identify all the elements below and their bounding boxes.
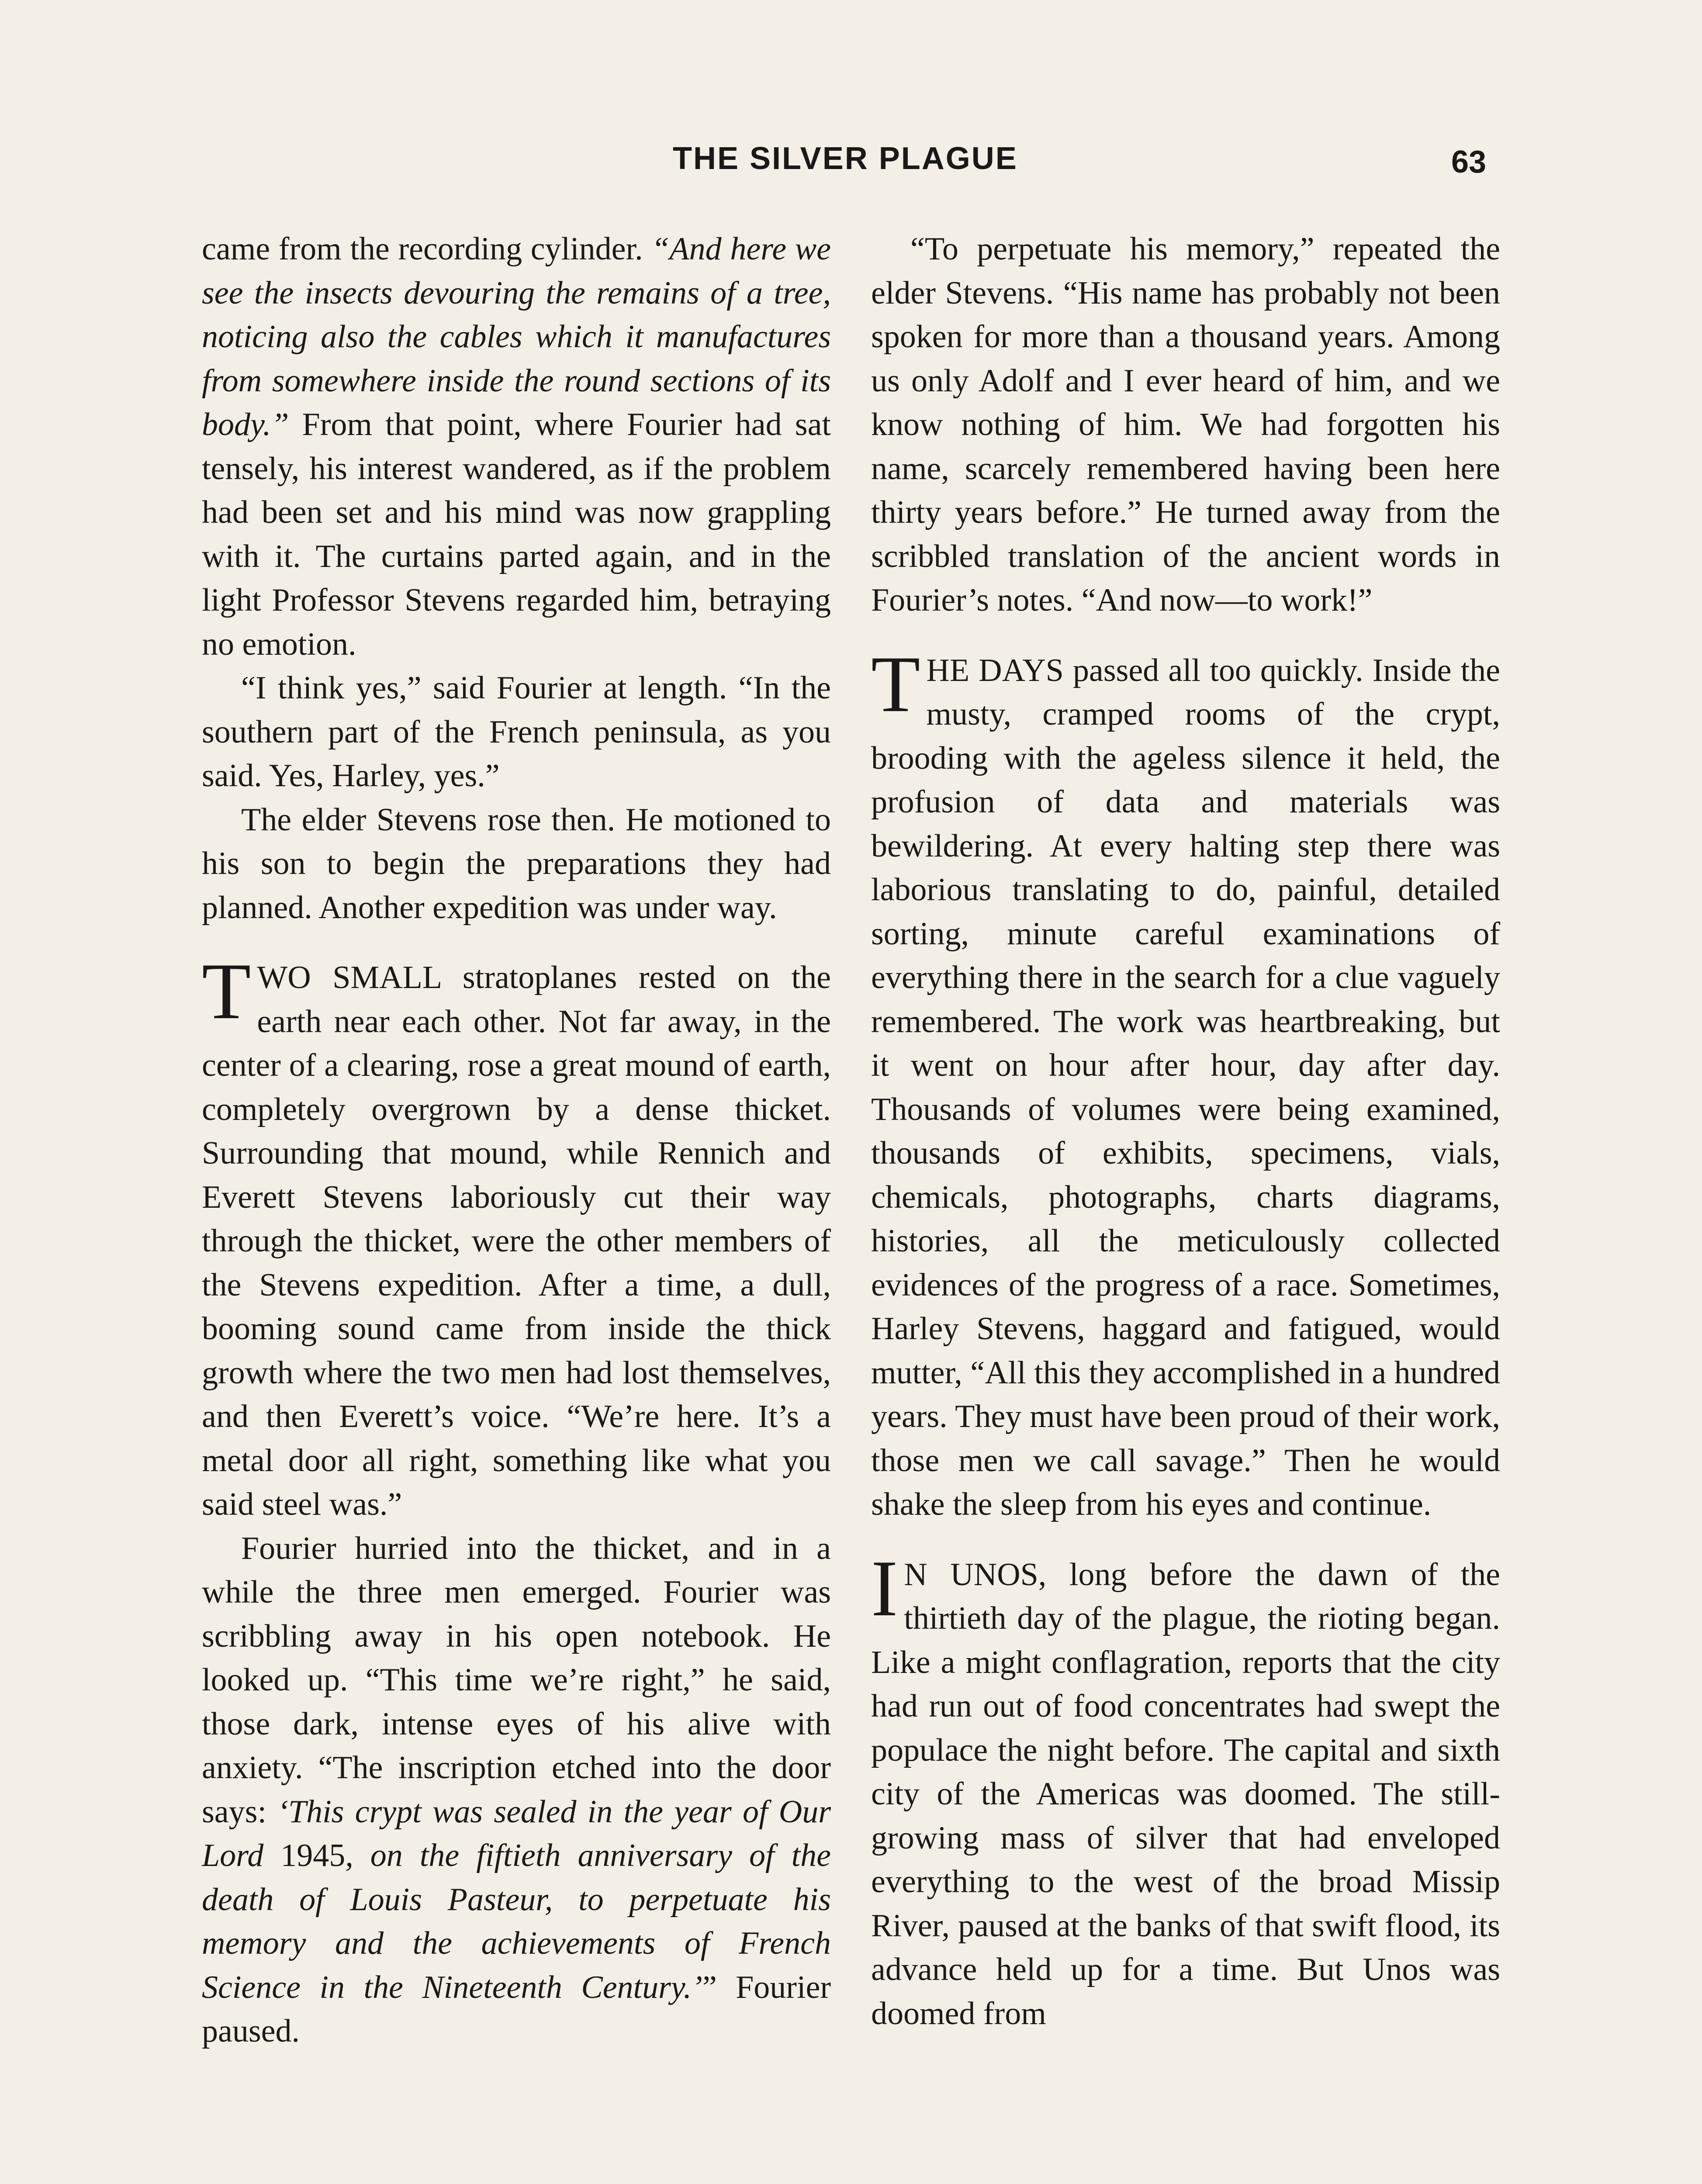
- section-opening-paragraph: [871, 639, 1500, 1527]
- text-run: passed all too quickly. Inside the musty, cramped rooms of the crypt, brooding with the ageless silence it held, the profusion of data and materials was bewildering. At every halting step there was laborious translating to do, painful, detailed sorting, minute careful examinations of everything there in the search for a clue vaguely remembered. The work was heartbreaking, but it went on hour after hour, day after day. Thousands of volumes were being examined, thousands of exhibits, specimens, vials, chemicals, photographs, charts diagrams, histories, all the meticulously collected evidences of the progress of a race. Sometimes, Harley Stevens, haggard and fatigued, would mutter, “All this they accomplished in a hundred years. They must have been proud of their work, those men we call savage.” Then he would shake the sleep from his eyes and continue.: [871, 652, 1500, 1522]
- text-run: ” Fourier paused.: [202, 1969, 831, 2049]
- text-run: 1945: [280, 1838, 346, 1873]
- text-run: long before the dawn of the thirtieth day of the plague, the rioting began. Like a might conflagration, reports that the city had run out of food concentrates had swept the populace the night before. The capital and sixth city of the Americas was doomed. The still-growing mass of silver that had enveloped everything to the west of the broad Missip River, paused at the banks of that swift flood, its advance held up for a time. But Unos was doomed from: [871, 1556, 1500, 2032]
- paragraph: “I think yes,” said Fourier at length. “In the southern part of the French peninsula, as you said. Yes, Harley, yes.”: [202, 670, 831, 794]
- paragraph: “To perpetuate his memory,” repeated the elder Stevens. “His name has probably not been spoken for more than a thousand years. Among us only Adolf and I ever heard of him, and we know nothing of him. We had forgotten his name, scarcely remembered having been here thirty years before.” He turned away from the scribbled translation of the ancient words in Fourier’s notes. “And now—to work!”: [871, 231, 1500, 618]
- right-column: [871, 227, 1500, 2035]
- lead-in: WO SMALL: [257, 960, 441, 995]
- page-number: 63: [1451, 145, 1487, 180]
- paragraph: [202, 227, 831, 666]
- drop-cap: T: [871, 639, 920, 729]
- page-header: [0, 141, 1702, 193]
- italic-quote: “And here we see the insects devouring the remains of a tree, noticing also the cables which it manufactures from somewhere inside the round sections of its body.”: [202, 231, 831, 442]
- section-opening-paragraph: [202, 947, 831, 1527]
- drop-cap: I: [871, 1543, 898, 1633]
- paragraph: The elder Stevens rose then. He motioned to his son to begin the preparations they had planned. Another expedition was under way.: [202, 802, 831, 926]
- italic-inscription: ‘This crypt was sealed in the year of Our Lord: [202, 1794, 831, 1873]
- drop-cap: T: [202, 947, 251, 1036]
- text-run: From that point, where Fourier had sat tensely, his interest wandered, as if the problem had been set and his mind was now grappling with it. The curtains parted again, and in the light Professor Stevens regarded him, betraying no emotion.: [202, 407, 831, 662]
- text-run: Fourier hurried into the thicket, and in a while the three men emerged. Fourier was scribbling away in his open notebook. He looked up. “This time we’re right,” he said, those dark, intense eyes of his alive with anxiety. “The inscription etched into the door says:: [202, 1530, 831, 1830]
- section-opening-paragraph: [871, 1543, 1500, 2036]
- italic-inscription: , on the fiftieth anniversary of the death of Louis Pasteur, to perpetuate his memory and the achievements of French Science in the Nineteenth Century.’: [202, 1838, 831, 2005]
- text-run: came from the recording cylinder.: [202, 231, 652, 267]
- paragraph: [202, 1527, 831, 2053]
- left-column: [202, 227, 831, 2053]
- lead-in: HE DAYS: [926, 652, 1064, 688]
- lead-in: N UNOS,: [904, 1556, 1047, 1593]
- running-title: THE SILVER PLAGUE: [673, 141, 1018, 176]
- text-run: stratoplanes rested on the earth near each other. Not far away, in the center of a clearing, rose a great mound of earth, completely overgrown by a dense thicket. Surrounding that mound, while Rennich and Everett Stevens laboriously cut their way through the thicket, were the other members of the Stevens expedition. After a time, a dull, booming sound came from inside the thick growth where the two men had lost themselves, and then Everett’s voice. “We’re here. It’s a metal door all right, something like what you said steel was.”: [202, 960, 831, 1522]
